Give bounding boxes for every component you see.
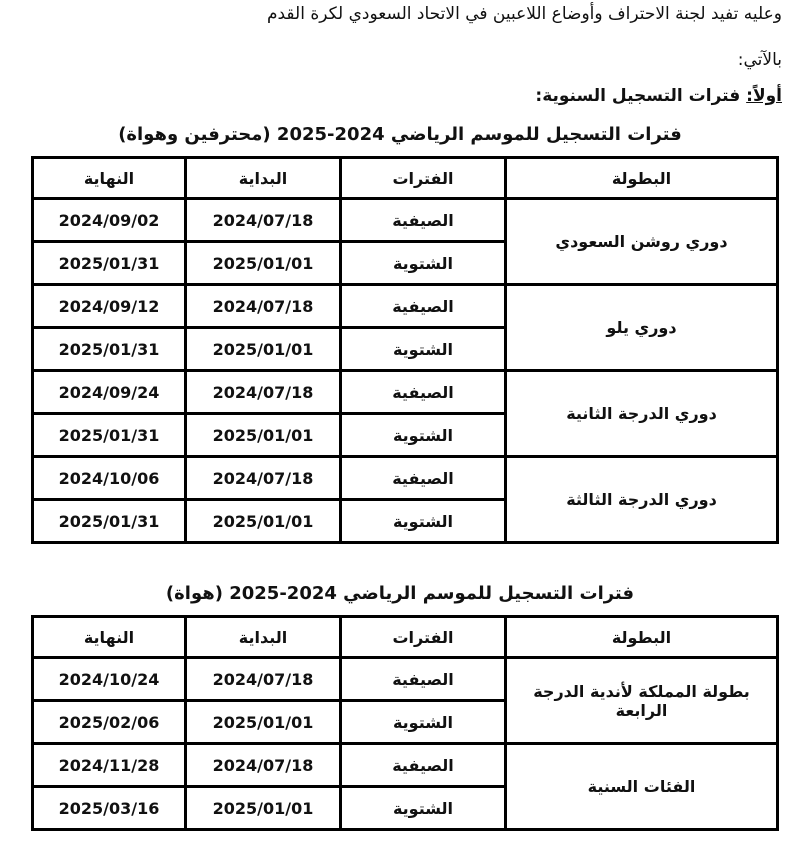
start-date-cell: 2025/01/01 <box>186 242 341 285</box>
period-cell: الصيفية <box>341 199 506 242</box>
header-start: البداية <box>186 158 341 199</box>
table1-body <box>33 199 778 543</box>
start-date-cell: 2024/07/18 <box>186 744 341 787</box>
period-cell: الشتوية <box>341 701 506 744</box>
start-date-cell: 2025/01/01 <box>186 701 341 744</box>
intro-line-1: وعليه تفيد لجنة الاحتراف وأوضاع اللاعبين في الاتحاد السعودي لكرة القدم <box>266 4 782 24</box>
period-cell: الصيفية <box>341 457 506 500</box>
period-cell: الصيفية <box>341 744 506 787</box>
table2-registration-periods <box>31 615 779 831</box>
header-periods: الفترات <box>341 158 506 199</box>
championship-cell: الفئات السنية <box>506 744 778 830</box>
start-date-cell: 2025/01/01 <box>186 787 341 830</box>
table2-title: فترات التسجيل للموسم الرياضي 2024-2025 (هواة) <box>165 583 635 604</box>
start-date-cell: 2024/07/18 <box>186 371 341 414</box>
table1-registration-periods <box>31 156 779 544</box>
header-start: البداية <box>186 617 341 658</box>
championship-cell: بطولة المملكة لأندية الدرجة الرابعة <box>506 658 778 744</box>
intro-line-2: بالآتي: <box>737 50 782 70</box>
championship-cell: دوري الدرجة الثالثة <box>506 457 778 543</box>
end-date-cell: 2025/01/31 <box>33 414 186 457</box>
championship-cell: دوري يلو <box>506 285 778 371</box>
table1-header-row <box>33 158 778 199</box>
start-date-cell: 2024/07/18 <box>186 658 341 701</box>
table-row-summer <box>33 285 778 328</box>
end-date-cell: 2025/02/06 <box>33 701 186 744</box>
table-row-summer <box>33 199 778 242</box>
table-row-summer <box>33 658 778 701</box>
header-periods: الفترات <box>341 617 506 658</box>
header-end: النهاية <box>33 158 186 199</box>
end-date-cell: 2024/09/24 <box>33 371 186 414</box>
header-championship: البطولة <box>506 617 778 658</box>
start-date-cell: 2025/01/01 <box>186 414 341 457</box>
end-date-cell: 2025/03/16 <box>33 787 186 830</box>
start-date-cell: 2025/01/01 <box>186 328 341 371</box>
table1-title: فترات التسجيل للموسم الرياضي 2024-2025 (محترفين وهواة) <box>118 124 682 145</box>
start-date-cell: 2025/01/01 <box>186 500 341 543</box>
header-end: النهاية <box>33 617 186 658</box>
end-date-cell: 2024/09/12 <box>33 285 186 328</box>
period-cell: الصيفية <box>341 371 506 414</box>
section-title: فترات التسجيل السنوية: <box>535 86 741 106</box>
period-cell: الشتوية <box>341 787 506 830</box>
period-cell: الشتوية <box>341 242 506 285</box>
end-date-cell: 2025/01/31 <box>33 328 186 371</box>
period-cell: الشتوية <box>341 414 506 457</box>
start-date-cell: 2024/07/18 <box>186 457 341 500</box>
table-row-summer <box>33 744 778 787</box>
period-cell: الشتوية <box>341 328 506 371</box>
end-date-cell: 2024/11/28 <box>33 744 186 787</box>
period-cell: الصيفية <box>341 658 506 701</box>
table-row-summer <box>33 371 778 414</box>
end-date-cell: 2025/01/31 <box>33 242 186 285</box>
table2-body <box>33 658 778 830</box>
end-date-cell: 2024/10/06 <box>33 457 186 500</box>
start-date-cell: 2024/07/18 <box>186 285 341 328</box>
start-date-cell: 2024/07/18 <box>186 199 341 242</box>
end-date-cell: 2025/01/31 <box>33 500 186 543</box>
period-cell: الصيفية <box>341 285 506 328</box>
championship-cell: دوري الدرجة الثانية <box>506 371 778 457</box>
period-cell: الشتوية <box>341 500 506 543</box>
table2-header-row <box>33 617 778 658</box>
championship-cell: دوري روشن السعودي <box>506 199 778 285</box>
section-number: أولاً: <box>746 86 782 106</box>
end-date-cell: 2024/09/02 <box>33 199 186 242</box>
section-heading <box>535 86 782 106</box>
end-date-cell: 2024/10/24 <box>33 658 186 701</box>
header-championship: البطولة <box>506 158 778 199</box>
table-row-summer <box>33 457 778 500</box>
